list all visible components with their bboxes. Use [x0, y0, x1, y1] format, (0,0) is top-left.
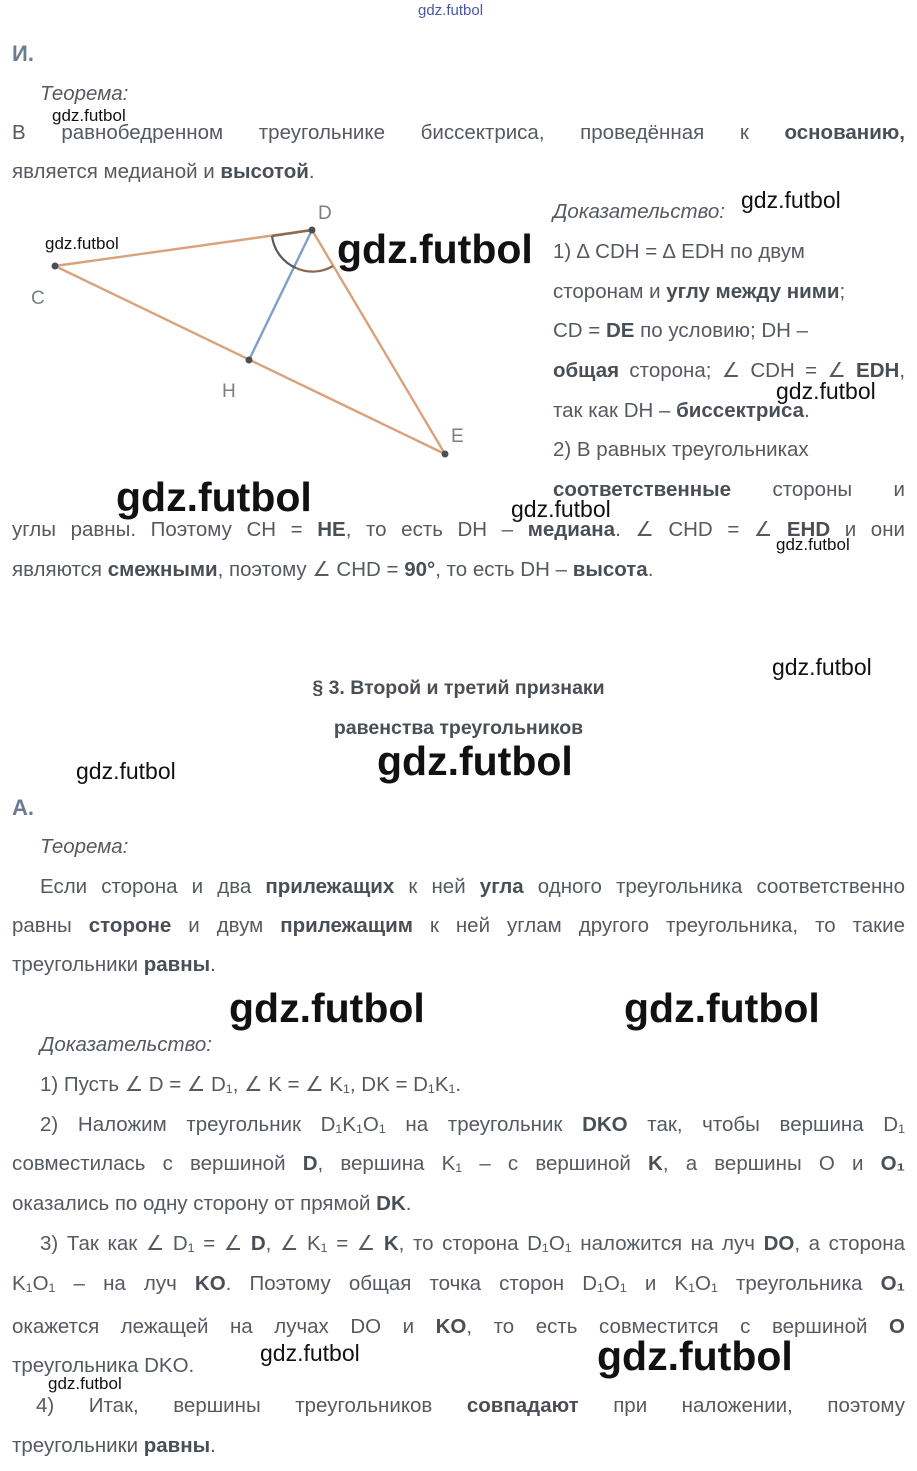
theorem-text: треугольники	[12, 953, 139, 976]
proof-line	[12, 558, 905, 582]
section-letter-i: И.	[12, 41, 34, 66]
theorem-line-3	[12, 953, 905, 977]
proof-bold: HE	[317, 518, 346, 541]
proof-text: , поэтому ∠ CHD =	[217, 558, 399, 581]
proof-step-2-line-1	[40, 1113, 905, 1137]
theorem-text: Если сторона и два	[40, 875, 252, 898]
proof-text: 2) Наложим треугольник D₁K₁O₁ на треугольник	[40, 1113, 563, 1136]
proof-bold: высота	[572, 558, 648, 581]
proof-text: . Поэтому общая точка сторон D₁O₁ и K₁O₁ треугольника	[225, 1272, 863, 1295]
proof-bold: смежными	[107, 558, 218, 581]
theorem-text: равны	[12, 914, 72, 937]
watermark: gdz.futbol	[260, 1340, 360, 1366]
proof-step-3-line-4: треугольника DKO.	[12, 1354, 195, 1377]
point-e	[442, 451, 449, 458]
proof-bold: EDH	[856, 359, 900, 382]
point-d	[309, 227, 316, 234]
proof-text: по условию; DH –	[640, 319, 809, 342]
proof-bold: DO	[763, 1232, 795, 1255]
watermark: gdz.futbol	[776, 378, 876, 404]
proof-punct: .	[210, 1434, 216, 1457]
theorem-bold: угла	[479, 875, 524, 898]
proof-text: , то сторона D₁O₁ наложится на луч	[398, 1232, 755, 1255]
theorem-bold: прилежащих	[265, 875, 395, 898]
proof-bold: общая	[553, 359, 620, 382]
proof-text: совместилась с вершиной	[12, 1152, 286, 1175]
proof-bold: соответственные	[553, 478, 732, 501]
proof-punct: .	[647, 558, 654, 581]
proof-text: стороны и	[772, 478, 905, 501]
section-heading-line-1: § 3. Второй и третий признаки	[312, 677, 605, 699]
label-d: D	[318, 203, 332, 224]
proof-bold: DKO	[582, 1113, 628, 1136]
proof-step-1: 1) Пусть ∠ D = ∠ D₁, ∠ K = ∠ K₁, DK = D₁K₁.	[40, 1073, 462, 1096]
proof-bold: KO	[194, 1272, 226, 1295]
proof-text: при наложении, поэтому	[613, 1394, 905, 1417]
theorem-bold-height: высотой	[220, 160, 309, 183]
proof-text: , вершина K₁ – с вершиной	[317, 1152, 631, 1175]
angle-tick	[272, 230, 312, 236]
section-letter-a: А.	[12, 795, 34, 820]
proof-bold: KO	[435, 1315, 467, 1338]
proof-bold: D	[250, 1232, 266, 1255]
proof-bold: биссектриса	[676, 399, 805, 422]
theorem-text: является медианой и	[12, 160, 215, 183]
label-h: H	[222, 381, 236, 402]
proof-text: . ∠ CHD = ∠	[615, 518, 773, 541]
proof-text: углы равны. Поэтому CH =	[12, 518, 303, 541]
proof-line: 2) В равных треугольниках	[553, 438, 809, 461]
proof-step-3-line-2	[12, 1272, 905, 1296]
theorem-bold: прилежащим	[280, 914, 413, 937]
proof-text: окажется лежащей на лучах DO и	[12, 1315, 415, 1338]
proof-text: , а сторона	[794, 1232, 906, 1255]
proof-punct: .	[405, 1192, 412, 1215]
watermark: gdz.futbol	[772, 654, 872, 680]
proof-text: так как DH –	[553, 399, 671, 422]
watermark: gdz.futbol	[624, 985, 820, 1031]
bisector-dh	[249, 230, 312, 360]
point-c	[52, 263, 59, 270]
proof-text: , то есть DH –	[435, 558, 568, 581]
proof-line: 1) ∆ CDH = ∆ EDH по двум	[553, 240, 805, 263]
proof-line	[553, 280, 905, 304]
proof-text: оказались по одну сторону от прямой	[12, 1192, 371, 1215]
watermark: gdz.futbol	[597, 1333, 793, 1379]
proof-text: , то есть совместится с вершиной	[466, 1315, 868, 1338]
proof-bold: K	[383, 1232, 399, 1255]
watermark: gdz.futbol	[48, 1374, 122, 1393]
proof-line	[12, 518, 905, 542]
proof-punct: ;	[839, 280, 846, 303]
proof-bold: O₁	[880, 1152, 906, 1175]
proof-text: 4) Итак, вершины треугольников	[36, 1394, 433, 1417]
proof-step-2-line-3	[12, 1192, 905, 1216]
proof-label: Доказательство:	[553, 200, 725, 223]
watermark: gdz.futbol	[229, 985, 425, 1031]
theorem-text: к ней	[408, 875, 466, 898]
label-e: E	[451, 426, 464, 447]
theorem-line-2	[12, 160, 905, 184]
header-watermark: gdz.futbol	[418, 2, 484, 19]
proof-bold: 90°	[404, 558, 436, 581]
proof-text: 3) Так как ∠ D₁ = ∠	[40, 1232, 243, 1255]
proof-step-3-line-1	[40, 1232, 905, 1256]
proof-bold: O	[889, 1315, 905, 1338]
proof-bold: O₁	[880, 1272, 905, 1295]
angle-arc-cdh	[272, 236, 296, 268]
watermark: gdz.futbol	[741, 187, 841, 213]
theorem-text: одного треугольника соответственно	[537, 875, 906, 898]
proof-text: и они	[844, 518, 905, 541]
theorem-line-1	[12, 121, 905, 145]
proof-punct: ,	[899, 359, 906, 382]
watermark: gdz.futbol	[511, 496, 611, 522]
proof-bold: углу между ними	[666, 280, 840, 303]
watermark: gdz.futbol	[377, 738, 573, 784]
watermark: gdz.futbol	[116, 474, 312, 520]
proof-text: треугольники	[12, 1434, 139, 1457]
proof-text: являются	[12, 558, 103, 581]
watermark: gdz.futbol	[337, 226, 533, 272]
proof-text: , ∠ K₁ = ∠	[265, 1232, 376, 1255]
watermark: gdz.futbol	[76, 758, 176, 784]
proof-step-4-line-1	[36, 1394, 905, 1418]
proof-bold: медиана	[527, 518, 616, 541]
proof-text: K₁O₁ – на луч	[12, 1272, 177, 1295]
theorem-label: Теорема:	[40, 835, 129, 858]
proof-text: так, чтобы вершина D₁	[647, 1113, 906, 1136]
watermark: gdz.futbol	[52, 106, 126, 125]
proof-bold: D	[302, 1152, 318, 1175]
proof-bold: EHD	[786, 518, 831, 541]
theorem-line-2	[12, 914, 905, 938]
proof-text: , а вершины O и	[662, 1152, 864, 1175]
proof-line	[553, 319, 905, 343]
section-heading-line-2: равенства треугольников	[333, 717, 584, 739]
theorem-bold: стороне	[88, 914, 172, 937]
theorem-punct: .	[210, 953, 216, 976]
theorem-text: к ней углам другого треугольника, то такие	[429, 914, 906, 937]
proof-bold: равны	[143, 1434, 211, 1457]
watermark: gdz.futbol	[776, 535, 850, 554]
proof-bold: DE	[605, 319, 635, 342]
proof-text: , то есть DH –	[345, 518, 514, 541]
proof-step-4-line-2	[12, 1434, 905, 1458]
theorem-bold-base: основанию,	[784, 121, 905, 144]
angle-arc-edh	[296, 266, 333, 272]
theorem-text: В равнобедренном треугольнике биссектриса, проведённая к	[12, 121, 749, 144]
theorem-punct: .	[308, 160, 315, 183]
theorem-text: и двум	[188, 914, 264, 937]
proof-punct: .	[804, 399, 810, 422]
point-h	[246, 357, 253, 364]
proof-text: сторонам и	[553, 280, 661, 303]
proof-text: сторона; ∠ CDH = ∠	[629, 359, 846, 382]
theorem-bold: равны	[143, 953, 211, 976]
theorem-line-1	[40, 875, 905, 899]
theorem-label: Теорема:	[40, 82, 129, 105]
proof-bold: K	[648, 1152, 663, 1175]
proof-bold: DK	[376, 1192, 406, 1215]
proof-text: CD =	[553, 319, 601, 342]
proof-step-2-line-2	[12, 1152, 905, 1176]
watermark: gdz.futbol	[45, 234, 119, 253]
label-c: C	[31, 288, 45, 309]
proof-bold: совпадают	[466, 1394, 579, 1417]
proof-label: Доказательство:	[40, 1033, 212, 1056]
